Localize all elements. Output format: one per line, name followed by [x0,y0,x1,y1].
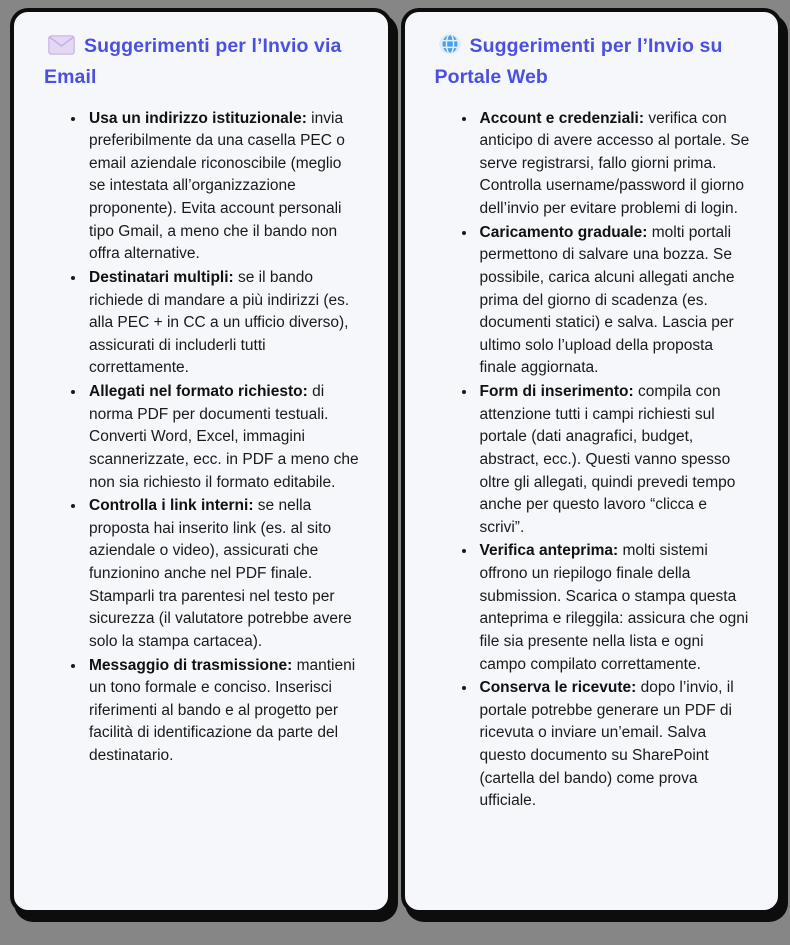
portale-tips-list [435,108,751,813]
card-email-title [44,32,360,92]
bullet-lead: Controlla i link interni: [89,497,254,515]
card-title-text: Suggerimenti per l’Invio via Email [44,35,342,89]
list-item: • Controlla i link interni: se nella proposta hai inserito link (es. al sito aziendale o video), assicurati che funzionino anche nel PDF finale. Stamparli tra parentesi nel testo per sicurezza (il valutatore potrebbe avere solo la stampa cartacea). [86,495,360,653]
bullet-lead: Account e credenziali: [479,109,645,127]
bullet-lead: Destinatari multipli: [89,268,234,286]
list-item: • Caricamento graduale: molti portali permettono di salvare una bozza. Se possibile, carica alcuni allegati anche prima del giorno di scadenza (es. documenti statici) e salva. Lascia per ultimo solo l’upload della proposta finale aggiornata. [477,222,751,380]
list-item: • Verifica anteprima: molti sistemi offrono un riepilogo finale della submission. Scarica o stampa questa anteprima e rileggila: assicura che ogni file sia presente nella lista e ogni campo compilato correttamente. [477,540,751,676]
card-email-tips [10,8,392,914]
bullet-lead: Conserva le ricevute: [479,679,637,697]
bullet-lead: Form di inserimento: [479,383,634,401]
email-tips-list [44,108,360,768]
bullet-lead: Messaggio di trasmissione: [89,656,293,674]
card-portale-web-tips [401,8,783,914]
list-item: • Allegati nel formato richiesto: di norma PDF per documenti testuali. Converti Word, Excel, immagini scannerizzate, ecc. in PDF a meno che non sia richiesto il formato editabile. [86,381,360,494]
list-item: • Form di inserimento: compila con attenzione tutti i campi richiesti sul portale (dati anagrafici, budget, abstract, ecc.). Questi vanno spesso oltre gli allegati, quindi prevedi tempo anche per questo lavoro “clicca e scrivi”. [477,381,751,539]
list-item: • Destinatari multipli: se il bando richiede di mandare a più indirizzi (es. alla PEC + in CC a un ufficio diverso), assicurati di includerli tutti correttamente. [86,267,360,380]
bullet-lead: Verifica anteprima: [479,542,619,560]
bullet-lead: Usa un indirizzo istituzionale: [89,109,307,127]
list-item: • Messaggio di trasmissione: mantieni un tono formale e conciso. Inserisci riferimenti al bando e al progetto per facilità di identificazione da parte del destinatario. [86,655,360,768]
list-item: • Conserva le ricevute: dopo l’invio, il portale potrebbe generare un PDF di ricevuta o inviare un’email. Salva questo documento su SharePoint (cartella del bando) come prova ufficiale. [477,677,751,813]
bullet-lead: Caricamento graduale: [479,223,648,241]
list-item: • Usa un indirizzo istituzionale: invia preferibilmente da una casella PEC o email aziendale riconoscibile (meglio se intestata all’organizzazione proponente). Evita account personali tipo Gmail, a meno che il bando non offra alternative. [86,108,360,266]
envelope-icon [48,35,75,63]
card-title-text: Suggerimenti per l’Invio su Portale Web [434,35,723,89]
list-item: • Account e credenziali: verifica con anticipo di avere accesso al portale. Se serve registrarsi, fallo giorni prima. Controlla username/password il giorno dell’invio per evitare problemi di login. [477,108,751,221]
bullet-lead: Allegati nel formato richiesto: [89,383,308,401]
globe-icon [439,33,461,63]
card-portale-title [435,32,751,92]
